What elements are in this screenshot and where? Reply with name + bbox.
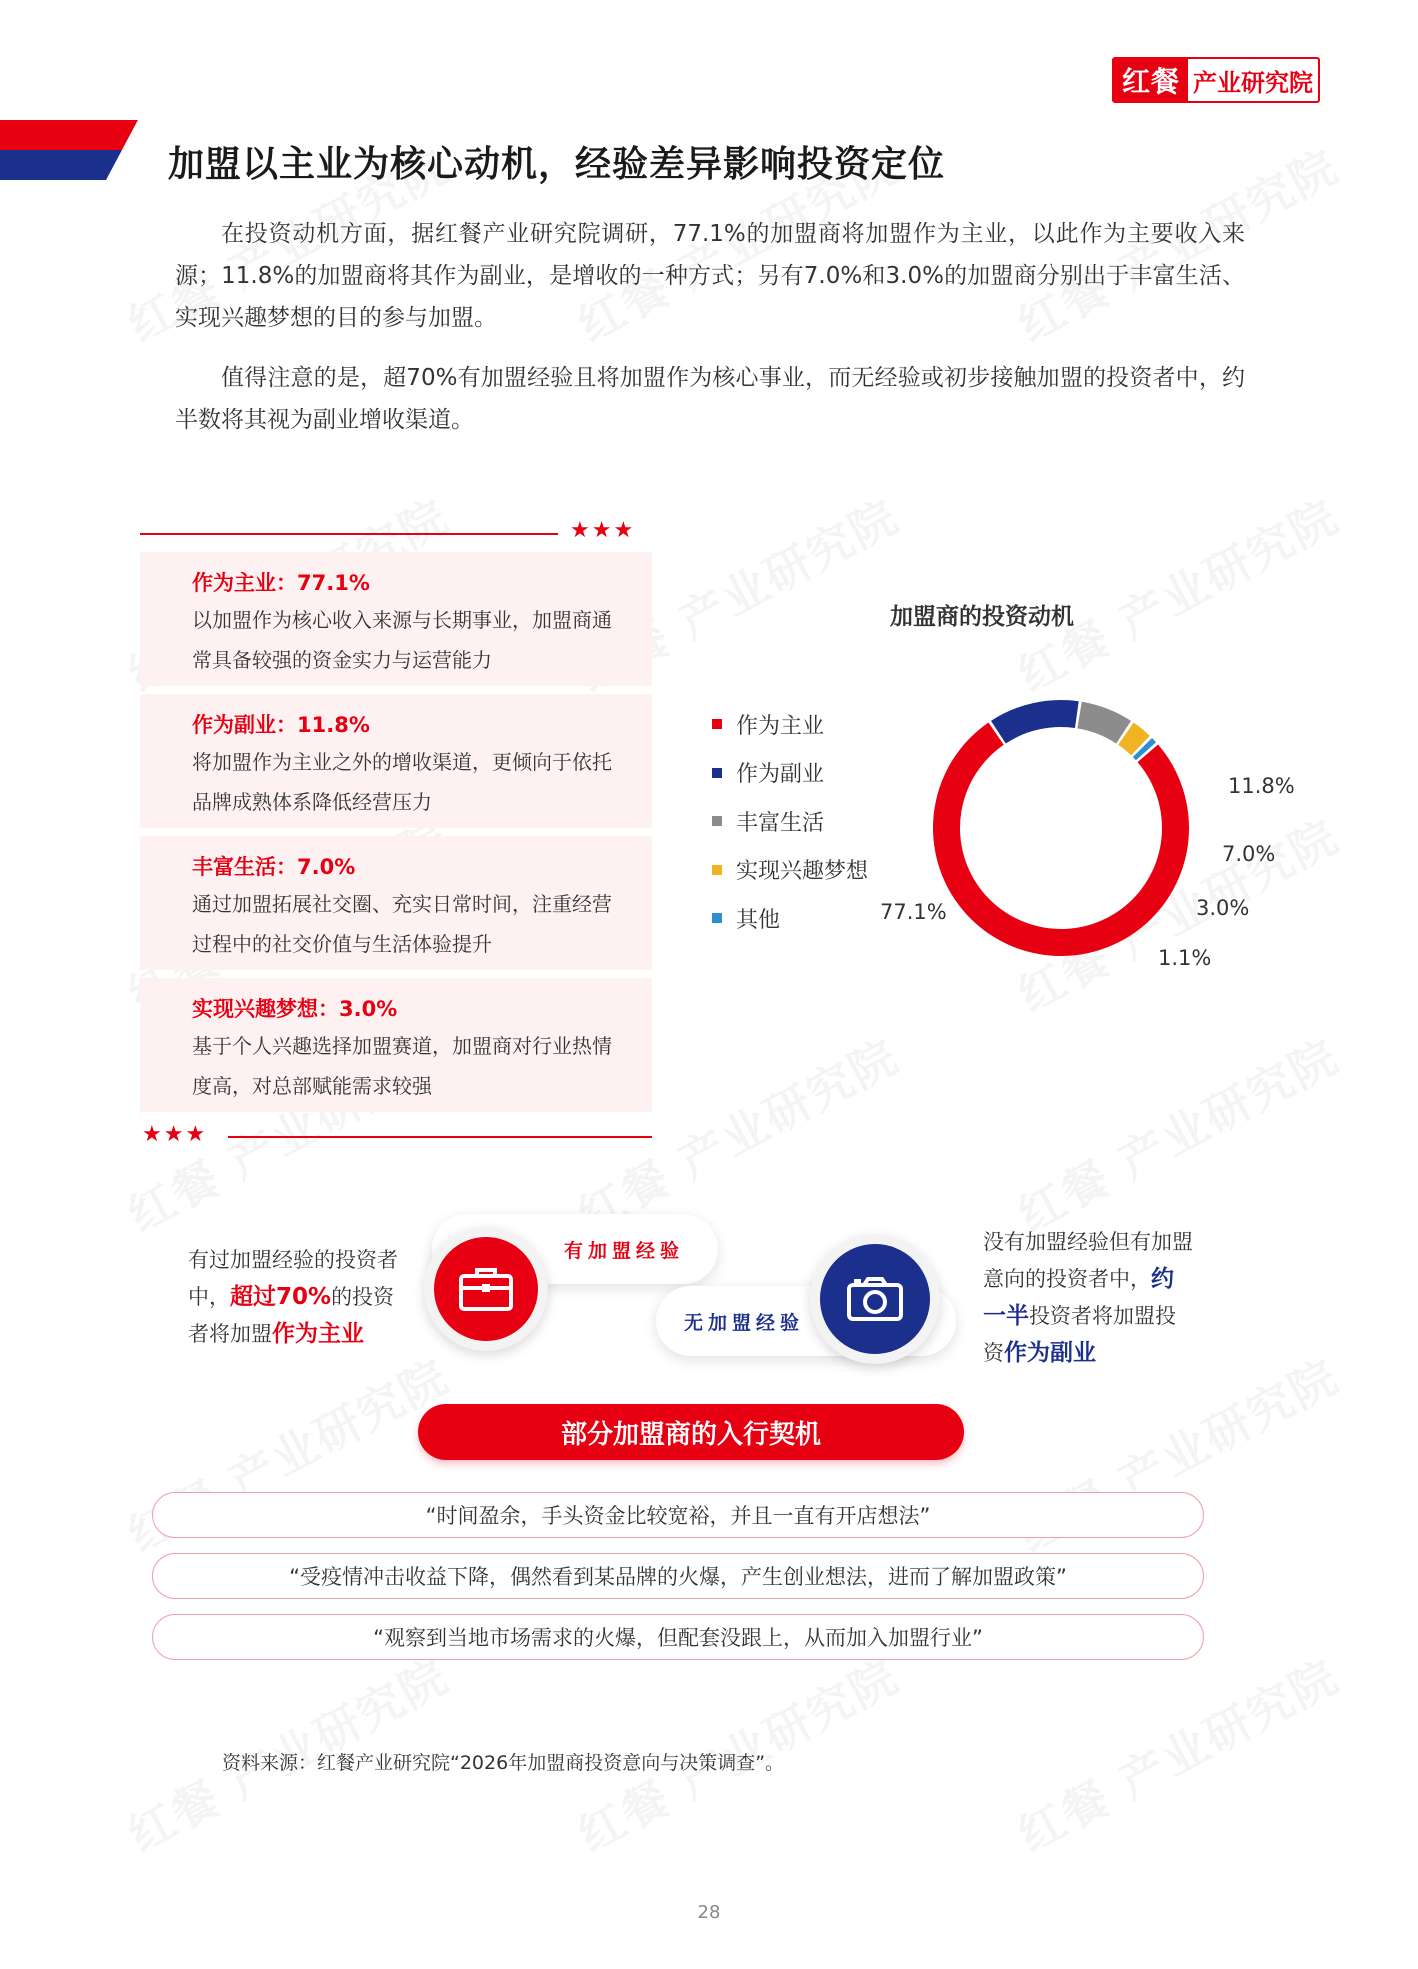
legend-item [712, 846, 868, 895]
legend-label: 其他 [736, 907, 781, 933]
card-title: 作为副业：11.8% [192, 713, 370, 737]
briefcase-icon [458, 1266, 514, 1312]
card-description: 将加盟作为主业之外的增收渠道，更倾向于依托品牌成熟体系降低经营压力 [192, 750, 612, 814]
inexperienced-summary-mid: 投资者将加盟投资 [983, 1304, 1176, 1365]
without-experience-label: 无加盟经验 [684, 1312, 805, 1334]
legend-swatch [712, 865, 722, 875]
motivation-card [140, 836, 652, 970]
card-description: 以加盟作为核心收入来源与长期事业，加盟商通常具备较强的资金实力与运营能力 [192, 608, 612, 672]
experienced-summary-pre: 有过加盟经验的投资者中， [188, 1248, 398, 1309]
chart-legend [712, 700, 868, 943]
bottom-stars: ★★★ [142, 1122, 208, 1147]
source-note: 资料来源：红餐产业研究院“2026年加盟商投资意向与决策调查”。 [222, 1752, 785, 1774]
legend-label: 实现兴趣梦想 [736, 859, 869, 885]
data-label: 77.1% [880, 900, 947, 924]
inexperienced-highlight-role: 作为副业 [1004, 1340, 1096, 1366]
legend-label: 丰富生活 [736, 810, 825, 836]
experienced-summary-mid: 的投资者将加盟 [188, 1285, 395, 1346]
page-number: 28 [697, 1902, 721, 1923]
card-title: 实现兴趣梦想：3.0% [192, 997, 398, 1021]
quote-item: “观察到当地市场需求的火爆，但配套没跟上，从而加入加盟行业” [152, 1614, 1204, 1660]
camera-icon [846, 1276, 904, 1322]
page-title: 加盟以主业为核心动机，经验差异影响投资定位 [168, 144, 946, 185]
card-description: 基于个人兴趣选择加盟赛道，加盟商对行业热情度高，对总部赋能需求较强 [192, 1034, 612, 1098]
legend-item [712, 894, 868, 943]
top-divider [140, 533, 558, 535]
motivation-card [140, 694, 652, 828]
logo-brand: 红餐 [1114, 59, 1188, 101]
donut-chart [900, 700, 1236, 956]
legend-item [712, 749, 868, 798]
with-experience-badge [424, 1227, 548, 1351]
donut-slice-2 [991, 700, 1079, 743]
card-description: 通过加盟拓展社交圈、充实日常时间，注重经营过程中的社交价值与生活体验提升 [192, 892, 612, 956]
card-title: 丰富生活：7.0% [192, 855, 356, 879]
legend-label: 作为主业 [736, 713, 825, 739]
data-label: 7.0% [1222, 842, 1276, 866]
legend-label: 作为副业 [736, 762, 825, 788]
intro-paragraph: 在投资动机方面，据红餐产业研究院调研，77.1%的加盟商将加盟作为主业，以此作为主要收入来源；11.8%的加盟商将其作为副业，是增收的一种方式；另有7.0%和3.0%的加盟商分别出于丰富生活、实现兴趣梦想的目的参与加盟。 [175, 221, 1245, 331]
motivation-card [140, 978, 652, 1112]
top-stars: ★★★ [570, 518, 636, 543]
experienced-highlight-role: 作为主业 [272, 1321, 364, 1347]
quote-item: “时间盈余，手头资金比较宽裕，并且一直有开店想法” [152, 1492, 1204, 1538]
entry-banner: 部分加盟商的入行契机 [418, 1404, 964, 1460]
logo-org: 产业研究院 [1193, 68, 1313, 97]
legend-item [712, 700, 868, 749]
without-experience-badge [810, 1234, 940, 1364]
header-band-decoration [0, 120, 140, 180]
data-label: 1.1% [1158, 946, 1212, 970]
experienced-highlight-share: 超过70% [230, 1284, 332, 1310]
with-experience-label: 有加盟经验 [564, 1240, 685, 1262]
legend-swatch [712, 913, 722, 923]
card-title: 作为主业：77.1% [192, 571, 370, 595]
quote-item: “受疫情冲击收益下降，偶然看到某品牌的火爆，产生创业想法，进而了解加盟政策” [152, 1553, 1204, 1599]
chart-title: 加盟商的投资动机 [890, 604, 1074, 630]
inexperienced-summary [983, 1224, 1195, 1372]
experienced-summary [188, 1242, 408, 1353]
brand-logo [1112, 57, 1320, 103]
watermark [1005, 481, 1349, 705]
inexperienced-highlight-share: 约一半 [983, 1266, 1174, 1329]
inexperienced-summary-pre: 没有加盟经验但有加盟意向的投资者中， [983, 1230, 1193, 1291]
bottom-divider [228, 1136, 652, 1138]
watermark [1005, 1641, 1349, 1865]
legend-swatch [712, 719, 722, 729]
motivation-card [140, 552, 652, 686]
watermark [1005, 1021, 1349, 1245]
legend-item [712, 797, 868, 846]
data-label: 3.0% [1196, 896, 1250, 920]
donut-slice-3 [1077, 702, 1131, 744]
note-paragraph: 值得注意的是，超70%有加盟经验且将加盟作为核心事业，而无经验或初步接触加盟的投资者中，约半数将其视为副业增收渠道。 [175, 365, 1245, 433]
legend-swatch [712, 816, 722, 826]
data-label: 11.8% [1228, 774, 1295, 798]
donut-slice-1 [933, 723, 1189, 956]
legend-swatch [712, 768, 722, 778]
